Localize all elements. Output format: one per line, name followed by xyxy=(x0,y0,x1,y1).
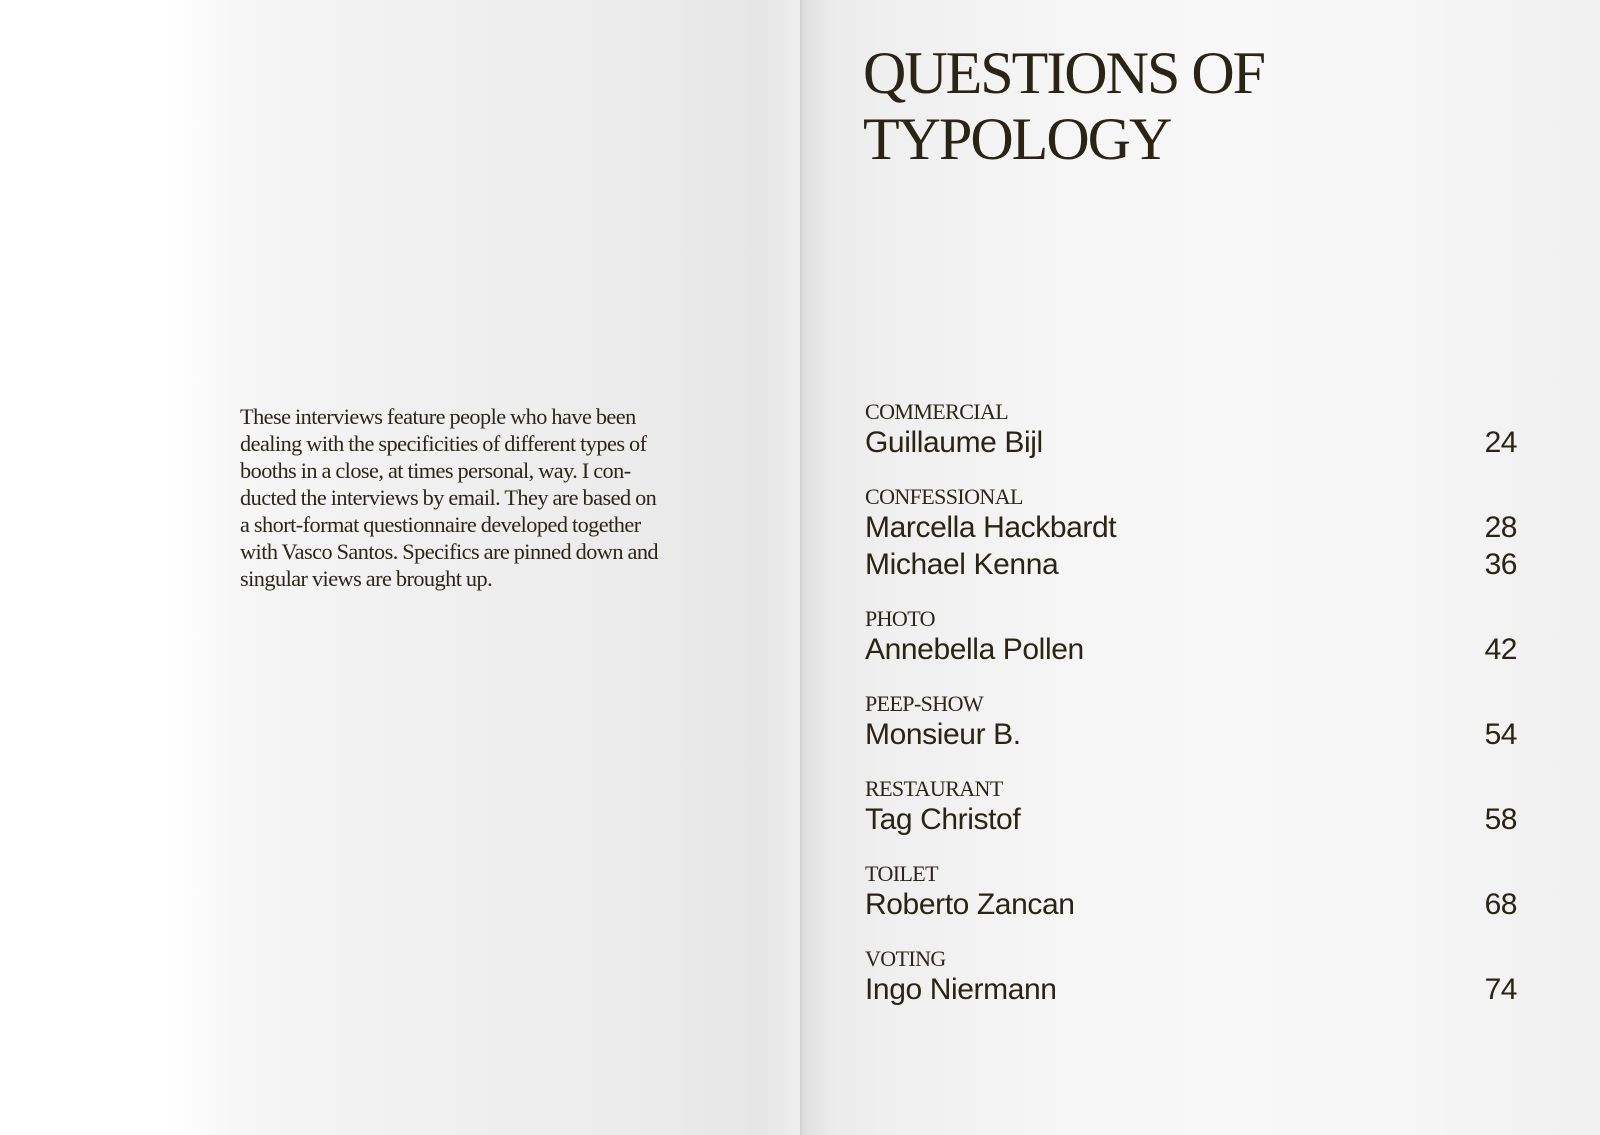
toc-entry[interactable] xyxy=(865,886,1517,923)
intro-line: singular views are brought up. xyxy=(240,566,493,591)
toc-entry-name: Monsieur B. xyxy=(865,718,1021,751)
toc-section-restaurant xyxy=(865,777,1517,838)
toc-entry[interactable] xyxy=(865,716,1517,753)
toc-entry-page: 74 xyxy=(1484,973,1517,1006)
toc-entry-page: 54 xyxy=(1484,718,1517,751)
toc-entry-name: Guillaume Bijl xyxy=(865,426,1043,459)
toc-category: PEEP-SHOW xyxy=(865,691,984,716)
toc-category: TOILET xyxy=(865,861,938,886)
intro-line: dealing with the specificities of different types of xyxy=(240,431,647,456)
toc-entry[interactable] xyxy=(865,546,1517,583)
page-title xyxy=(863,40,1264,172)
toc-entry-name: Michael Kenna xyxy=(865,548,1059,581)
toc-category: PHOTO xyxy=(865,606,935,631)
toc-entry-page: 68 xyxy=(1484,888,1517,921)
toc-entry-page: 42 xyxy=(1484,633,1517,666)
toc-entry-name: Ingo Niermann xyxy=(865,973,1057,1006)
toc-section-voting xyxy=(865,947,1517,1008)
toc-section-peep-show xyxy=(865,692,1517,753)
toc-entry-page: 24 xyxy=(1484,426,1517,459)
toc-entry-page: 28 xyxy=(1484,511,1517,544)
toc-category: RESTAURANT xyxy=(865,776,1003,801)
toc-category: COMMERCIAL xyxy=(865,399,1009,424)
intro-paragraph xyxy=(240,403,710,592)
intro-line: These interviews feature people who have been xyxy=(240,404,636,429)
toc-entry[interactable] xyxy=(865,801,1517,838)
toc-category: CONFESSIONAL xyxy=(865,484,1023,509)
toc-section-commercial xyxy=(865,400,1517,461)
toc-category: VOTING xyxy=(865,946,946,971)
title-line: TYPOLOGY xyxy=(863,106,1171,172)
intro-line: with Vasco Santos. Specifics are pinned down and xyxy=(240,539,659,564)
intro-line: ducted the interviews by email. They are based on xyxy=(240,485,657,510)
toc-entry-page: 36 xyxy=(1484,548,1517,581)
toc-entry-name: Annebella Pollen xyxy=(865,633,1084,666)
toc-entry[interactable] xyxy=(865,424,1517,461)
intro-line: booths in a close, at times personal, way. I con- xyxy=(240,458,631,483)
toc-section-photo xyxy=(865,607,1517,668)
toc-entry[interactable] xyxy=(865,631,1517,668)
intro-line: a short-format questionnaire developed together xyxy=(240,512,641,537)
book-spine xyxy=(800,0,803,1135)
title-line: QUESTIONS OF xyxy=(863,40,1265,106)
toc-entry[interactable] xyxy=(865,971,1517,1008)
toc-entry[interactable] xyxy=(865,509,1517,546)
toc-entry-name: Roberto Zancan xyxy=(865,888,1075,921)
toc-entry-page: 58 xyxy=(1484,803,1517,836)
toc-entry-name: Tag Christof xyxy=(865,803,1021,836)
toc-entry-name: Marcella Hackbardt xyxy=(865,511,1117,544)
toc-section-toilet xyxy=(865,862,1517,923)
toc-section-confessional xyxy=(865,485,1517,583)
table-of-contents xyxy=(865,400,1517,1032)
